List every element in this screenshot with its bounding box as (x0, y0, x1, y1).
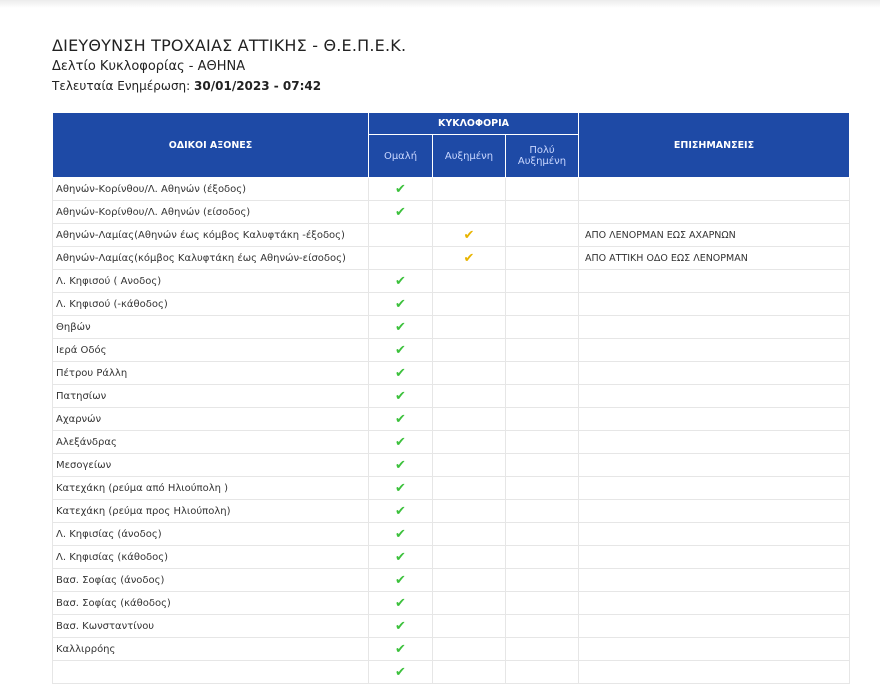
road-name: Αχαρνών (53, 408, 369, 431)
status-cell-normal (369, 661, 433, 684)
status-cell-normal (369, 201, 433, 224)
remark (579, 523, 850, 546)
table-row (53, 293, 850, 316)
status-cell-very-increased (506, 178, 579, 201)
status-cell-normal (369, 178, 433, 201)
remark (579, 661, 850, 684)
remark (579, 270, 850, 293)
road-name: Λ. Κηφισίας (κάθοδος) (53, 546, 369, 569)
status-cell-normal (369, 431, 433, 454)
traffic-table (52, 112, 850, 684)
road-name: Αλεξάνδρας (53, 431, 369, 454)
remark: ΑΠΟ ΑΤΤΙΚΗ ΟΔΟ ΕΩΣ ΛΕΝΟΡΜΑΝ (579, 247, 850, 270)
column-header-traffic: ΚΥΚΛΟΦΟΡΙΑ (369, 113, 579, 135)
status-cell-increased (433, 569, 506, 592)
check-icon: ✔ (395, 181, 406, 197)
status-cell-normal (369, 339, 433, 362)
table-row (53, 500, 850, 523)
road-name: Λ. Κηφισίας (άνοδος) (53, 523, 369, 546)
check-icon: ✔ (395, 388, 406, 404)
status-cell-increased (433, 385, 506, 408)
status-cell-increased (433, 247, 506, 270)
page-header (52, 36, 406, 94)
table-row (53, 201, 850, 224)
top-shadow (0, 0, 880, 8)
remark (579, 615, 850, 638)
road-name: Βασ. Σοφίας (άνοδος) (53, 569, 369, 592)
status-cell-very-increased (506, 293, 579, 316)
remark (579, 569, 850, 592)
status-cell-very-increased (506, 247, 579, 270)
table-row (53, 454, 850, 477)
status-cell-increased (433, 500, 506, 523)
remark (579, 339, 850, 362)
road-name: Πέτρου Ράλλη (53, 362, 369, 385)
road-name: Καλλιρρόης (53, 638, 369, 661)
remark (579, 500, 850, 523)
remark (579, 362, 850, 385)
status-cell-very-increased (506, 546, 579, 569)
page-subtitle: Δελτίο Κυκλοφορίας - ΑΘΗΝΑ (52, 59, 246, 74)
status-cell-very-increased (506, 224, 579, 247)
status-cell-normal (369, 408, 433, 431)
column-header-roads: ΟΔΙΚΟΙ ΑΞΟΝΕΣ (53, 113, 369, 178)
status-cell-increased (433, 615, 506, 638)
table-row (53, 385, 850, 408)
check-icon: ✔ (395, 549, 406, 565)
check-icon: ✔ (395, 319, 406, 335)
status-cell-increased (433, 454, 506, 477)
status-cell-increased (433, 638, 506, 661)
status-cell-normal (369, 592, 433, 615)
check-icon: ✔ (395, 434, 406, 450)
status-cell-very-increased (506, 454, 579, 477)
remark (579, 178, 850, 201)
status-cell-very-increased (506, 500, 579, 523)
table-row (53, 316, 850, 339)
table-row (53, 592, 850, 615)
status-cell-very-increased (506, 339, 579, 362)
table-row (53, 224, 850, 247)
road-name: Αθηνών-Κορίνθου/Λ. Αθηνών (έξοδος) (53, 178, 369, 201)
status-cell-increased (433, 661, 506, 684)
remark (579, 454, 850, 477)
status-cell-very-increased (506, 385, 579, 408)
last-updated-value: 30/01/2023 - 07:42 (194, 79, 322, 93)
status-cell-increased (433, 178, 506, 201)
table-row (53, 523, 850, 546)
last-updated-label: Τελευταία Ενημέρωση: (52, 79, 191, 93)
status-cell-normal (369, 270, 433, 293)
road-name: Θηβών (53, 316, 369, 339)
column-header-notes: ΕΠΙΣΗΜΑΝΣΕΙΣ (579, 113, 850, 178)
status-cell-increased (433, 339, 506, 362)
check-icon: ✔ (463, 227, 475, 243)
table-row (53, 408, 850, 431)
remark (579, 546, 850, 569)
table-row (53, 546, 850, 569)
check-icon: ✔ (395, 457, 406, 473)
status-cell-normal (369, 385, 433, 408)
status-cell-normal (369, 247, 433, 270)
road-name: Βασ. Σοφίας (κάθοδος) (53, 592, 369, 615)
column-header-normal: Ομαλή (369, 135, 433, 178)
status-cell-increased (433, 293, 506, 316)
table-row (53, 615, 850, 638)
table-row (53, 638, 850, 661)
check-icon: ✔ (395, 595, 406, 611)
status-cell-very-increased (506, 523, 579, 546)
status-cell-very-increased (506, 661, 579, 684)
remark (579, 592, 850, 615)
check-icon: ✔ (395, 526, 406, 542)
check-icon: ✔ (395, 342, 406, 358)
status-cell-very-increased (506, 408, 579, 431)
remark (579, 477, 850, 500)
check-icon: ✔ (395, 641, 406, 657)
status-cell-very-increased (506, 362, 579, 385)
last-updated (52, 78, 406, 94)
remark (579, 293, 850, 316)
status-cell-very-increased (506, 477, 579, 500)
status-cell-increased (433, 477, 506, 500)
remark (579, 316, 850, 339)
table-row (53, 178, 850, 201)
status-cell-increased (433, 546, 506, 569)
status-cell-normal (369, 523, 433, 546)
table-row (53, 661, 850, 684)
status-cell-normal (369, 293, 433, 316)
remark (579, 638, 850, 661)
check-icon: ✔ (463, 250, 475, 266)
remark (579, 385, 850, 408)
road-name: Κατεχάκη (ρεύμα από Ηλιούπολη ) (53, 477, 369, 500)
road-name: Αθηνών-Κορίνθου/Λ. Αθηνών (είσοδος) (53, 201, 369, 224)
status-cell-normal (369, 477, 433, 500)
check-icon: ✔ (395, 365, 406, 381)
status-cell-very-increased (506, 431, 579, 454)
status-cell-very-increased (506, 569, 579, 592)
column-header-increased: Αυξημένη (433, 135, 506, 178)
table-row (53, 362, 850, 385)
check-icon: ✔ (395, 480, 406, 496)
road-name: Αθηνών-Λαμίας(Αθηνών έως κόμβος Καλυφτάκη -έξοδος) (53, 224, 369, 247)
road-name: Λ. Κηφισού (-κάθοδος) (53, 293, 369, 316)
check-icon: ✔ (395, 273, 406, 289)
column-header-very-increased (506, 135, 579, 178)
status-cell-increased (433, 270, 506, 293)
road-name: Πατησίων (53, 385, 369, 408)
road-name: Ιερά Οδός (53, 339, 369, 362)
check-icon: ✔ (395, 204, 406, 220)
status-cell-very-increased (506, 316, 579, 339)
status-cell-normal (369, 615, 433, 638)
check-icon: ✔ (395, 296, 406, 312)
remark (579, 431, 850, 454)
status-cell-increased (433, 408, 506, 431)
traffic-table-body (53, 178, 850, 684)
check-icon: ✔ (395, 664, 406, 680)
table-row (53, 431, 850, 454)
road-name: Βασ. Κωνσταντίνου (53, 615, 369, 638)
status-cell-normal (369, 316, 433, 339)
status-cell-normal (369, 500, 433, 523)
column-header-very-increased-line1: Πολύ (529, 145, 555, 157)
road-name (53, 661, 369, 684)
page-title: ΔΙΕΥΘΥΝΣΗ ΤΡΟΧΑΙΑΣ ΑΤΤΙΚΗΣ - Θ.Ε.Π.Ε.Κ. (52, 36, 407, 55)
road-name: Λ. Κηφισού ( Ανοδος) (53, 270, 369, 293)
remark: ΑΠΟ ΛΕΝΟΡΜΑΝ ΕΩΣ ΑΧΑΡΝΩΝ (579, 224, 850, 247)
status-cell-increased (433, 362, 506, 385)
check-icon: ✔ (395, 618, 406, 634)
check-icon: ✔ (395, 503, 406, 519)
status-cell-increased (433, 431, 506, 454)
table-row (53, 247, 850, 270)
column-header-very-increased-line2: Αυξημένη (517, 156, 567, 168)
road-name: Μεσογείων (53, 454, 369, 477)
status-cell-normal (369, 546, 433, 569)
status-cell-increased (433, 592, 506, 615)
status-cell-normal (369, 224, 433, 247)
check-icon: ✔ (395, 411, 406, 427)
status-cell-normal (369, 454, 433, 477)
status-cell-increased (433, 523, 506, 546)
status-cell-increased (433, 201, 506, 224)
table-row (53, 339, 850, 362)
table-row (53, 569, 850, 592)
road-name: Κατεχάκη (ρεύμα προς Ηλιούπολη) (53, 500, 369, 523)
status-cell-increased (433, 224, 506, 247)
road-name: Αθηνών-Λαμίας(κόμβος Καλυφτάκη έως Αθηνών-είσοδος) (53, 247, 369, 270)
remark (579, 201, 850, 224)
check-icon: ✔ (395, 572, 406, 588)
table-row (53, 477, 850, 500)
status-cell-normal (369, 362, 433, 385)
status-cell-increased (433, 316, 506, 339)
status-cell-very-increased (506, 615, 579, 638)
remark (579, 408, 850, 431)
status-cell-very-increased (506, 201, 579, 224)
status-cell-normal (369, 569, 433, 592)
status-cell-very-increased (506, 270, 579, 293)
status-cell-normal (369, 638, 433, 661)
status-cell-very-increased (506, 592, 579, 615)
status-cell-very-increased (506, 638, 579, 661)
table-row (53, 270, 850, 293)
